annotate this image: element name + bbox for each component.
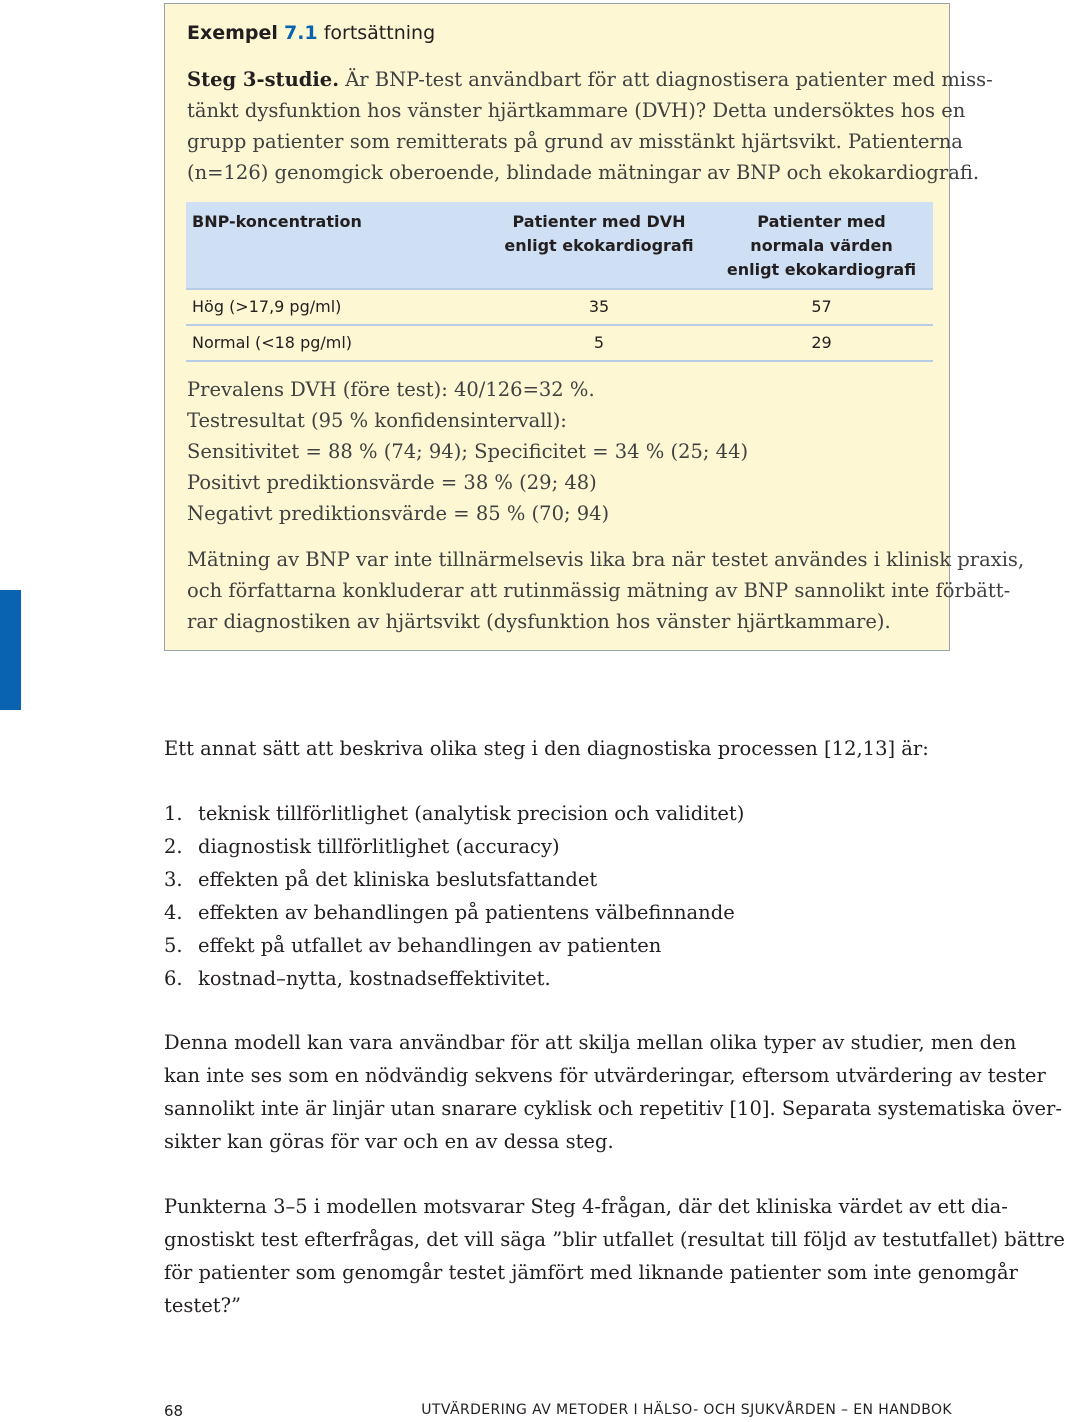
row-label: Hög (>17,9 pg/ml)	[186, 289, 488, 325]
intro-line: Steg 3-studie. Är BNP-test användbart för att diagnostisera patienter med miss-	[187, 68, 993, 91]
example-title	[187, 22, 435, 44]
result-line: Negativt prediktionsvärde = 85 % (70; 94)	[187, 502, 610, 525]
example-conclusion	[187, 544, 1025, 637]
cell-dvh: 35	[488, 289, 710, 325]
example-intro	[187, 64, 993, 188]
paragraph-intro-steps: Ett annat sätt att beskriva olika steg i den diagnostiska processen [12,13] är:	[164, 737, 929, 760]
row-label: Normal (<18 pg/ml)	[186, 325, 488, 361]
header-patients-dvh: Patienter med DVH enligt ekokardiografi	[504, 212, 694, 255]
cell-dvh: 5	[488, 325, 710, 361]
table-row	[186, 289, 933, 325]
example-box	[164, 3, 1025, 651]
list-item: 1. teknisk tillförlitlighet (analytisk precision och validitet)	[164, 802, 745, 825]
test-results	[187, 374, 927, 529]
example-continuation: fortsättning	[323, 22, 436, 44]
list-item: 2. diagnostisk tillförlitlighet (accuracy)	[164, 835, 560, 858]
side-margin-marker	[0, 590, 21, 710]
cell-normal: 57	[710, 289, 933, 325]
intro-line: (n=126) genomgick oberoende, blindade mätningar av BNP och ekokardiografi.	[187, 161, 980, 184]
intro-line: grupp patienter som remitterats på grund av misstänkt hjärtsvikt. Patienterna	[187, 130, 963, 153]
book-title: UTVÄRDERING AV METODER I HÄLSO- OCH SJUKVÅRDEN – EN HANDBOK	[421, 1402, 952, 1418]
result-line: Positivt prediktionsvärde = 38 % (29; 48)	[187, 471, 597, 494]
table-header-row	[186, 202, 933, 289]
list-item: 6. kostnad–nytta, kostnadseffektivitet.	[164, 967, 551, 990]
paragraph-step4: Punkterna 3–5 i modellen motsvarar Steg 4-frågan, där det kliniska värdet av ett dia- gnostiskt test efterfrågas, det vill säga ”blir utfallet (resultat till följd av testutfallet) bättre för patienter som genomgår testet jämfört med liknande patienter som inte genomgår testet?”	[164, 1195, 1065, 1317]
intro-line: tänkt dysfunktion hos vänster hjärtkammare (DVH)? Detta undersöktes hos en	[187, 99, 966, 122]
header-bnp-concentration: BNP-koncentration	[192, 212, 362, 231]
list-item: 5. effekt på utfallet av behandlingen av patienten	[164, 934, 662, 957]
bnp-table	[186, 202, 933, 362]
page-number: 68	[164, 1402, 184, 1420]
example-number: 7.1	[283, 22, 318, 44]
header-patients-normal: Patienter med normala värden enligt ekokardiografi	[726, 212, 917, 279]
list-item: 3. effekten på det kliniska beslutsfattandet	[164, 868, 598, 891]
conclusion-line: Mätning av BNP var inte tillnärmelsevis lika bra när testet användes i klinisk praxis,	[187, 548, 1025, 571]
result-line: Testresultat (95 % konfidensintervall):	[187, 409, 567, 432]
conclusion-line: och författarna konkluderar att rutinmässig mätning av BNP sannolikt inte förbätt-	[187, 579, 1011, 602]
result-line: Sensitivitet = 88 % (74; 94); Specificitet = 34 % (25; 44)	[187, 440, 749, 463]
table-row	[186, 325, 933, 361]
step-label: Steg 3-studie.	[187, 68, 339, 91]
list-item: 4. effekten av behandlingen på patientens välbefinnande	[164, 901, 735, 924]
example-label: Exempel	[187, 22, 278, 44]
paragraph-model: Denna modell kan vara användbar för att skilja mellan olika typer av studier, men den kan inte ses som en nödvändig sekvens för utvärderingar, eftersom utvärdering av tester sannolikt inte är linjär utan snarare cyklisk och repetitiv [10]. Separata systematiska över- sikter kan göras för var och en av dessa steg.	[164, 1031, 1062, 1153]
cell-normal: 29	[710, 325, 933, 361]
conclusion-line: rar diagnostiken av hjärtsvikt (dysfunktion hos vänster hjärtkammare).	[187, 610, 891, 633]
page-footer	[164, 1402, 954, 1422]
diagnostic-steps-list	[164, 797, 744, 995]
result-line: Prevalens DVH (före test): 40/126=32 %.	[187, 378, 595, 401]
